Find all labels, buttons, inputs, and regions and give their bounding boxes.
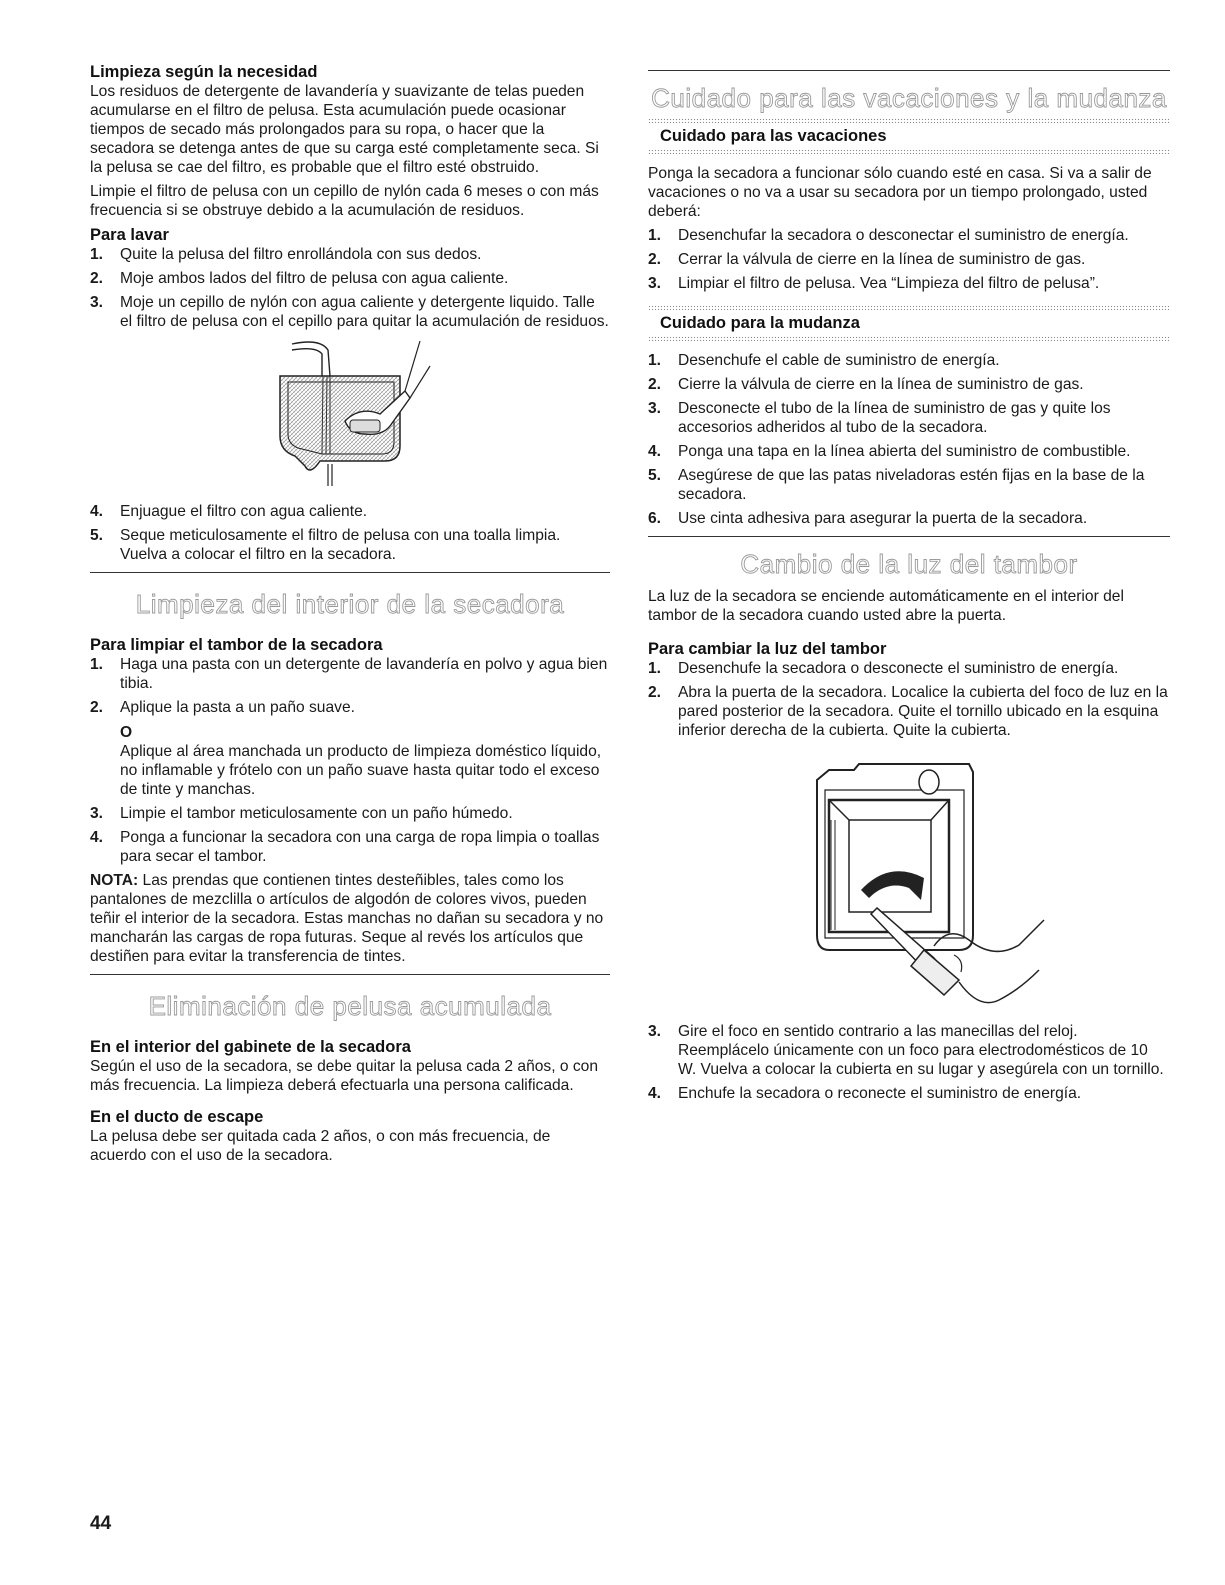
paragraph: Los residuos de detergente de lavandería y suavizante de telas pueden acumularse en el filtro de pelusa. Esta acumulación puede ocasionar tiempos de secado más prolongados para su ropa, o hacer que la secadora se detenga antes de que su carga esté completamente seca. Si la pelusa se cae del filtro, es probable que el filtro esté obstruido. <box>90 83 599 176</box>
step-number: 1. <box>90 656 104 673</box>
note-label: NOTA: <box>90 872 139 889</box>
step-number: 3. <box>648 1023 662 1040</box>
light-cover-illustration <box>759 760 1059 1010</box>
or-label: O <box>120 724 133 741</box>
step-number: 2. <box>90 270 104 287</box>
list-item <box>648 509 1170 528</box>
paragraph: Ponga la secadora a funcionar sólo cuando esté en casa. Si va a salir de vacaciones o no va a usar su secadora por un tiempo prolongado, usted deberá: <box>648 165 1152 220</box>
step-number: 2. <box>648 684 662 701</box>
step-text: Cerrar la válvula de cierre en la línea de suministro de gas. <box>678 251 1086 268</box>
step-number: 2. <box>90 699 104 716</box>
step-number: 4. <box>648 1085 662 1102</box>
step-number: 3. <box>648 275 662 292</box>
step-number: 2. <box>648 251 662 268</box>
steps-list <box>648 659 1170 740</box>
step-text: Moje un cepillo de nylón con agua caliente y detergente liquido. Talle el filtro de pelusa con el cepillo para quitar la acumulación de residuos. <box>120 294 609 330</box>
list-item <box>648 351 1170 370</box>
left-column <box>90 62 610 1170</box>
step-text: Moje ambos lados del filtro de pelusa con agua caliente. <box>120 270 509 287</box>
stipple-divider <box>648 149 1170 154</box>
list-item <box>648 250 1170 269</box>
paragraph: La luz de la secadora se enciende automáticamente en el interior del tambor de la secadora cuando usted abre la puerta. <box>648 588 1124 624</box>
step-number: 5. <box>648 467 662 484</box>
list-item <box>90 269 610 288</box>
list-item <box>648 466 1170 504</box>
section-title-luz: Cambio de la luz del tambor <box>740 549 1078 579</box>
section-heading-cambiar-luz: Para cambiar la luz del tambor <box>648 640 887 658</box>
step-number: 1. <box>648 227 662 244</box>
list-item <box>90 293 610 331</box>
list-item <box>648 375 1170 394</box>
steps-list <box>648 351 1170 528</box>
section-heading-ducto: En el ducto de escape <box>90 1108 264 1126</box>
list-item <box>90 526 610 564</box>
section-title-eliminacion: Eliminación de pelusa acumulada <box>148 991 552 1021</box>
list-item <box>648 399 1170 437</box>
list-item <box>90 828 610 866</box>
list-item <box>90 655 610 693</box>
steps-list <box>90 245 610 331</box>
step-number: 4. <box>90 829 104 846</box>
step-number: 3. <box>90 294 104 311</box>
step-text: Gire el foco en sentido contrario a las manecillas del reloj. Reemplácelo únicamente con un foco para electrodomésticos de 10 W. Vuelva a colocar la cubierta en su lugar y asegúrela con un tornillo. <box>678 1023 1164 1078</box>
page-number: 44 <box>90 1513 112 1534</box>
stipple-divider <box>648 336 1170 341</box>
step-text: Desenchufe el cable de suministro de energía. <box>678 352 1000 369</box>
step-text: Desenchufe la secadora o desconecte el suministro de energía. <box>678 660 1119 677</box>
step-number: 1. <box>648 352 662 369</box>
step-text: Use cinta adhesiva para asegurar la puerta de la secadora. <box>678 510 1088 527</box>
list-item <box>90 245 610 264</box>
list-item <box>90 804 610 823</box>
step-text: Limpie el tambor meticulosamente con un paño húmedo. <box>120 805 513 822</box>
list-item <box>648 659 1170 678</box>
step-text: Ponga a funcionar la secadora con una carga de ropa limpia o toallas para secar el tambor. <box>120 829 600 865</box>
section-heading-limpieza: Limpieza según la necesidad <box>90 63 318 81</box>
step-text: Enjuague el filtro con agua caliente. <box>120 503 368 520</box>
step-text: Ponga una tapa en la línea abierta del suministro de combustible. <box>678 443 1131 460</box>
section-heading-vacaciones: Cuidado para las vacaciones <box>660 127 887 145</box>
step-text: Abra la puerta de la secadora. Localice la cubierta del foco de luz en la pared posterior de la secadora. Quite el tornillo ubicado en la esquina inferior derecha de la cubierta. Quite la cubierta. <box>678 684 1168 739</box>
step-text-main: Aplique la pasta a un paño suave. <box>120 699 355 716</box>
steps-list <box>90 502 610 564</box>
list-item <box>648 1084 1170 1103</box>
step-text: Seque meticulosamente el filtro de pelusa con una toalla limpia. Vuelva a colocar el filtro en la secadora. <box>120 527 561 563</box>
steps-list <box>90 655 610 866</box>
step-text <box>120 698 610 799</box>
step-number: 3. <box>90 805 104 822</box>
paragraph: Según el uso de la secadora, se debe quitar la pelusa cada 2 años, o con más frecuencia. La limpieza deberá efectuarla una persona calificada. <box>90 1058 599 1094</box>
stipple-divider <box>648 118 1170 123</box>
subheading-para-lavar: Para lavar <box>90 226 169 244</box>
stipple-divider <box>648 305 1170 310</box>
step-text: Asegúrese de que las patas niveladoras estén fijas en la base de la secadora. <box>678 467 1145 503</box>
section-title-cuidado: Cuidado para las vacaciones y la mudanza <box>651 83 1167 113</box>
divider <box>90 974 610 975</box>
divider <box>648 536 1170 537</box>
list-item <box>90 698 610 799</box>
step-number: 1. <box>648 660 662 677</box>
step-number: 4. <box>90 503 104 520</box>
note-paragraph <box>90 871 610 966</box>
step-number: 1. <box>90 246 104 263</box>
step-text: Desconecte el tubo de la línea de suministro de gas y quite los accesorios adheridos al tubo de la secadora. <box>678 400 1111 436</box>
step-number: 3. <box>648 400 662 417</box>
section-heading-tambor: Para limpiar el tambor de la secadora <box>90 636 383 654</box>
step-text: Cierre la válvula de cierre en la línea de suministro de gas. <box>678 376 1084 393</box>
steps-list <box>648 226 1170 293</box>
list-item <box>648 1022 1170 1079</box>
list-item <box>648 274 1170 293</box>
list-item <box>648 442 1170 461</box>
step-text: Desenchufar la secadora o desconectar el suministro de energía. <box>678 227 1129 244</box>
section-title-interior: Limpieza del interior de la secadora <box>135 589 565 619</box>
list-item <box>90 502 610 521</box>
step-text: Haga una pasta con un detergente de lavandería en polvo y agua bien tibia. <box>120 656 608 692</box>
step-number: 6. <box>648 510 662 527</box>
step-text: Enchufe la secadora o reconecte el suministro de energía. <box>678 1085 1082 1102</box>
step-number: 5. <box>90 527 104 544</box>
list-item <box>648 226 1170 245</box>
paragraph: Limpie el filtro de pelusa con un cepillo de nylón cada 6 meses o con más frecuencia si se obstruye debido a la acumulación de residuos. <box>90 183 599 219</box>
step-text: Quite la pelusa del filtro enrollándola con sus dedos. <box>120 246 482 263</box>
section-heading-mudanza: Cuidado para la mudanza <box>660 314 860 332</box>
paragraph: La pelusa debe ser quitada cada 2 años, o con más frecuencia, de acuerdo con el uso de la secadora. <box>90 1128 551 1164</box>
section-heading-gabinete: En el interior del gabinete de la secadora <box>90 1038 411 1056</box>
step-number: 2. <box>648 376 662 393</box>
step-number: 4. <box>648 443 662 460</box>
steps-list <box>648 1022 1170 1103</box>
note-text: Las prendas que contienen tintes desteñibles, tales como los pantalones de mezclilla o artículos de algodón de colores vivos, pueden teñir el interior de la secadora. Estas manchas no dañan su secadora y no mancharán las cargas de ropa futuras. Seque al revés los artículos que destiñen para evitar la transferencia de tintes. <box>90 872 604 965</box>
divider <box>648 70 1170 71</box>
step-text: Limpiar el filtro de pelusa. Vea “Limpieza del filtro de pelusa”. <box>678 275 1100 292</box>
or-text: Aplique al área manchada un producto de limpieza doméstico líquido, no inflamable y frótelo con un paño suave hasta quitar todo el exceso de tinte y manchas. <box>120 743 602 798</box>
list-item <box>648 683 1170 740</box>
lint-filter-illustration <box>250 336 450 496</box>
divider <box>90 572 610 573</box>
right-column <box>648 62 1170 1108</box>
